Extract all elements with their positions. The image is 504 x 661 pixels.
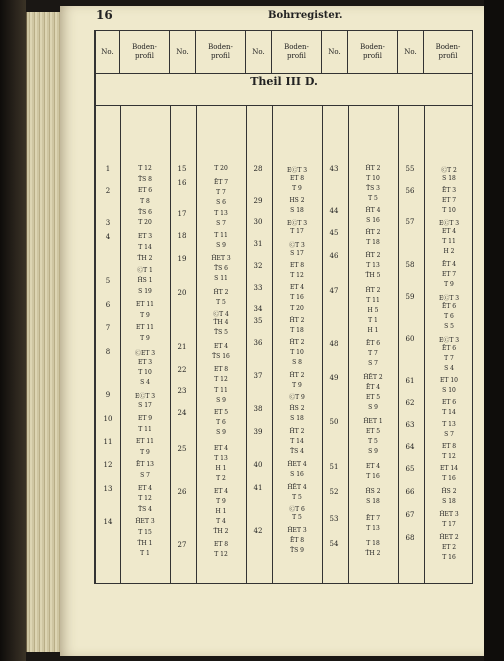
soil-profile-entry: T 17 [290, 228, 304, 235]
bore-number: 35 [253, 317, 263, 325]
soil-profile-entry: T̂S 4 [138, 506, 152, 513]
soil-profile-entry: T̂H 2 [365, 550, 381, 557]
soil-profile-entry: ĤS 2 [289, 405, 305, 412]
bore-number: 14 [103, 518, 113, 526]
soil-profile-entry: S 9 [216, 397, 226, 404]
soil-profile-entry: T 12 [138, 165, 152, 172]
soil-profile-entry: T̂S 3 [366, 185, 380, 192]
soil-profile-entry: ET 4 [213, 488, 229, 495]
soil-profile-entry: ET 5 [365, 394, 381, 401]
soil-profile-entry: S 8 [292, 359, 302, 366]
soil-profile-entry: T 16 [366, 473, 380, 480]
soil-profile-entry: S 9 [216, 429, 226, 436]
soil-profile-entry: T 20 [214, 165, 228, 172]
soil-profile-entry: T 10 [366, 175, 380, 182]
soil-profile-entry: S 17 [138, 402, 152, 409]
soil-profile-entry: ET 4 [365, 463, 381, 470]
bore-number: 44 [329, 207, 339, 215]
soil-profile-entry: S 17 [290, 250, 304, 257]
soil-profile-entry: T 16 [442, 554, 456, 561]
bore-number: 58 [405, 261, 415, 269]
soil-profile-entry: ĒT 3 [441, 187, 457, 194]
soil-profile-entry: S 4 [140, 379, 150, 386]
bore-number: 16 [177, 179, 187, 187]
soil-profile-entry: T̂H 2 [137, 255, 153, 262]
soil-profile-entry: T 15 [138, 529, 152, 536]
soil-profile-entry: ĒT 7 [213, 179, 229, 186]
soil-profile-entry: HS 2 [289, 197, 305, 204]
bore-number: 63 [405, 421, 415, 429]
bore-number: 34 [253, 305, 263, 313]
soil-profile-entry: T 12 [290, 272, 304, 279]
soil-profile-entry: ET 5 [365, 428, 381, 435]
soil-profile-entry: S 7 [216, 220, 226, 227]
soil-profile-entry: ET 5 [213, 409, 229, 416]
soil-profile-entry: T 12 [214, 376, 228, 383]
bore-number: 66 [405, 488, 415, 496]
soil-profile-entry: T̂S 4 [290, 448, 304, 455]
soil-profile-entry: ⒸT 6 [289, 506, 305, 513]
soil-profile-entry: ĤT 2 [289, 428, 305, 435]
soil-profile-entry: ET 11 [136, 301, 154, 308]
header-no-5: No. [398, 31, 424, 73]
header-profile-3: Boden- profil [272, 31, 322, 73]
soil-profile-entry: ĒT 8 [289, 537, 305, 544]
soil-profile-entry: ĤS 1 [137, 277, 153, 284]
soil-profile-entry: T 13 [366, 525, 380, 532]
soil-profile-entry: ET 8 [213, 366, 229, 373]
bore-number: 50 [329, 418, 339, 426]
soil-profile-entry: ĤET 4 [287, 461, 307, 468]
soil-profile-entry: T 12 [442, 453, 456, 460]
soil-profile-entry: ĤET 3 [135, 518, 155, 525]
header-profile-2: Boden- profil [196, 31, 246, 73]
bore-number: 64 [405, 443, 415, 451]
soil-profile-entry: ET 3 [137, 233, 153, 240]
soil-profile-entry: T̂S 5 [214, 329, 228, 336]
soil-profile-entry: T 4 [216, 518, 226, 525]
soil-profile-entry: ⒸT 9 [289, 394, 305, 401]
soil-profile-entry: T̂H 4 [213, 319, 229, 326]
soil-profile-entry: ⒸT 3 [289, 242, 305, 249]
bore-number: 15 [177, 165, 187, 173]
soil-profile-entry: T 1 [368, 317, 378, 324]
soil-profile-entry: S 18 [442, 175, 456, 182]
soil-profile-entry: T 9 [292, 382, 302, 389]
soil-profile-entry: EⒸT 3 [286, 167, 308, 174]
soil-profile-entry: ⒸT 2 [441, 167, 457, 174]
soil-profile-entry: T 5 [368, 438, 378, 445]
soil-profile-entry: ĤET 3 [439, 511, 459, 518]
soil-profile-entry: ĒT 6 [441, 303, 457, 310]
bore-number: 41 [253, 484, 263, 492]
bore-number: 55 [405, 165, 415, 173]
soil-profile-entry: T 5 [292, 494, 302, 501]
section-divider [96, 105, 472, 106]
soil-profile-entry: T 14 [442, 409, 456, 416]
soil-profile-entry: S 18 [366, 498, 380, 505]
soil-profile-entry: ĒT 6 [441, 345, 457, 352]
soil-profile-entry: T 9 [444, 281, 454, 288]
page-number: 16 [96, 8, 113, 22]
bore-number: 23 [177, 387, 187, 395]
bore-number: 8 [105, 348, 111, 356]
soil-profile-entry: S 18 [442, 498, 456, 505]
bore-number: 52 [329, 488, 339, 496]
soil-profile-entry: ĤET 1 [363, 418, 383, 425]
soil-profile-entry: ĤĒT 2 [363, 374, 383, 381]
bore-number: 42 [253, 527, 263, 535]
header-no-2: No. [170, 31, 196, 73]
bore-number: 60 [405, 335, 415, 343]
soil-profile-entry: ET 4 [289, 284, 305, 291]
bore-number: 43 [329, 165, 339, 173]
soil-profile-entry: ET 6 [441, 399, 457, 406]
bore-number: 32 [253, 262, 263, 270]
header-profile-4: Boden- profil [348, 31, 398, 73]
soil-profile-entry: T 9 [216, 498, 226, 505]
bore-number: 22 [177, 366, 187, 374]
soil-profile-entry: T 10 [290, 349, 304, 356]
soil-profile-entry: ĒT 7 [365, 515, 381, 522]
header-profile-5: Boden- profil [435, 43, 461, 60]
bore-number: 38 [253, 405, 263, 413]
bore-number: 17 [177, 210, 187, 218]
soil-profile-entry: T 5 [216, 299, 226, 306]
bore-number: 4 [105, 233, 111, 241]
soil-profile-entry: H 1 [215, 508, 227, 515]
bore-number: 27 [177, 541, 187, 549]
soil-profile-entry: S 16 [366, 217, 380, 224]
soil-profile-entry: S 18 [290, 207, 304, 214]
soil-profile-entry: ĒT 13 [136, 461, 154, 468]
soil-profile-entry: H 2 [443, 248, 455, 255]
soil-profile-entry: T 14 [138, 244, 152, 251]
soil-profile-entry: S 9 [216, 242, 226, 249]
bore-number: 7 [105, 324, 111, 332]
soil-profile-entry: T 6 [216, 419, 226, 426]
soil-profile-entry: T 18 [366, 239, 380, 246]
soil-profile-entry: T̂H 2 [213, 528, 229, 535]
bore-number: 26 [177, 488, 187, 496]
bore-number: 18 [177, 232, 187, 240]
bore-number: 67 [405, 511, 415, 519]
table-header [96, 31, 472, 74]
soil-profile-entry: H 5 [367, 307, 379, 314]
soil-profile-entry: T̂S 6 [214, 265, 228, 272]
soil-profile-entry: T 14 [290, 438, 304, 445]
soil-profile-entry: T 20 [138, 219, 152, 226]
running-title: Bohrregister. [268, 10, 343, 21]
soil-profile-entry: ET 3 [137, 359, 153, 366]
bore-number: 45 [329, 229, 339, 237]
soil-profile-entry: H 1 [367, 327, 379, 334]
bore-number: 40 [253, 461, 263, 469]
soil-profile-entry: T 17 [442, 521, 456, 528]
background-edge [484, 0, 504, 661]
soil-profile-entry: ET 8 [289, 262, 305, 269]
soil-profile-entry: T 1 [140, 550, 150, 557]
bore-number: 19 [177, 255, 187, 263]
soil-profile-entry: T 5 [292, 514, 302, 521]
bore-number: 39 [253, 428, 263, 436]
soil-profile-entry: EⒸT 3 [286, 220, 308, 227]
soil-profile-entry: S 7 [444, 431, 454, 438]
soil-profile-entry: T 5 [368, 195, 378, 202]
page-edges [26, 12, 63, 652]
soil-profile-entry: T 8 [140, 198, 150, 205]
soil-profile-entry: ET 14 [440, 465, 458, 472]
soil-profile-entry: ĒT 6 [365, 340, 381, 347]
soil-profile-entry: ET 4 [213, 445, 229, 452]
soil-profile-entry: T 10 [442, 207, 456, 214]
soil-profile-entry: S 11 [214, 275, 228, 282]
soil-profile-entry: ĤT 2 [365, 252, 381, 259]
soil-profile-entry: ⒸT 1 [137, 267, 153, 274]
soil-profile-entry: T̂H 1 [137, 540, 153, 547]
soil-profile-entry: T 6 [444, 313, 454, 320]
bore-number: 56 [405, 187, 415, 195]
header-no-4: No. [322, 31, 348, 73]
bore-number: 31 [253, 240, 263, 248]
bore-number: 57 [405, 218, 415, 226]
soil-profile-entry: ĤĒT 4 [287, 484, 307, 491]
bore-number: 54 [329, 540, 339, 548]
soil-profile-entry: T̂S 6 [138, 209, 152, 216]
soil-profile-entry: ĤET 2 [439, 534, 459, 541]
soil-profile-entry: T 11 [214, 387, 228, 394]
soil-profile-entry: ĤT 2 [289, 372, 305, 379]
bore-number: 36 [253, 339, 263, 347]
bore-number: 2 [105, 187, 111, 195]
soil-profile-entry: ET 10 [440, 377, 458, 384]
soil-profile-entry: T 13 [366, 262, 380, 269]
soil-profile-entry: S 10 [442, 387, 456, 394]
soil-profile-entry: T 9 [292, 185, 302, 192]
soil-profile-entry: EⒸT 3 [134, 393, 156, 400]
soil-profile-entry: T 11 [138, 426, 152, 433]
bore-number: 3 [105, 219, 111, 227]
soil-profile-entry: T 13 [214, 210, 228, 217]
soil-profile-entry: ĒT 4 [441, 261, 457, 268]
soil-profile-entry: ⒸET 3 [134, 350, 156, 357]
bore-number: 48 [329, 340, 339, 348]
soil-profile-entry: ET 7 [441, 197, 457, 204]
soil-profile-entry: S 5 [444, 323, 454, 330]
soil-profile-entry: ĤS 2 [441, 488, 457, 495]
soil-profile-entry: T̂S 8 [138, 176, 152, 183]
soil-profile-entry: T 13 [442, 421, 456, 428]
soil-profile-entry: T 18 [290, 327, 304, 334]
soil-profile-entry: EⒸT 3 [438, 337, 460, 344]
bore-number: 59 [405, 293, 415, 301]
bore-number: 12 [103, 461, 113, 469]
bore-number: 49 [329, 374, 339, 382]
bore-number: 68 [405, 534, 415, 542]
bore-number: 10 [103, 415, 113, 423]
bore-number: 9 [105, 391, 111, 399]
soil-profile-entry: ET 8 [441, 443, 457, 450]
soil-profile-entry: T 16 [442, 475, 456, 482]
soil-profile-entry: T 10 [138, 369, 152, 376]
bore-number: 33 [253, 284, 263, 292]
soil-profile-entry: T 18 [366, 540, 380, 547]
soil-profile-entry: S 18 [290, 415, 304, 422]
bore-number: 53 [329, 515, 339, 523]
soil-profile-entry: T 11 [214, 232, 228, 239]
soil-profile-entry: T 7 [216, 189, 226, 196]
header-no-1: No. [96, 31, 120, 73]
bore-number: 62 [405, 399, 415, 407]
soil-profile-entry: ET 8 [213, 541, 229, 548]
bore-number: 37 [253, 372, 263, 380]
soil-profile-entry: ĤT 2 [289, 339, 305, 346]
soil-profile-entry: ET 2 [441, 544, 457, 551]
soil-profile-entry: ET 6 [137, 187, 153, 194]
soil-profile-entry: ĤT 4 [365, 207, 381, 214]
soil-profile-entry: S 7 [368, 360, 378, 367]
soil-profile-entry: T 12 [214, 551, 228, 558]
bore-number: 13 [103, 485, 113, 493]
bore-number: 46 [329, 252, 339, 260]
bore-number: 1 [105, 165, 111, 173]
header-profile-1: Boden- profil [120, 31, 170, 73]
soil-profile-entry: S 6 [216, 199, 226, 206]
soil-profile-entry: T̂S 16 [212, 353, 230, 360]
soil-profile-entry: T 12 [138, 495, 152, 502]
soil-profile-entry: S 9 [368, 448, 378, 455]
soil-profile-entry: T 11 [442, 238, 456, 245]
soil-profile-entry: ET 4 [213, 343, 229, 350]
soil-profile-entry: T 7 [368, 350, 378, 357]
soil-profile-entry: T 9 [140, 312, 150, 319]
soil-profile-entry: T 2 [216, 475, 226, 482]
bore-number: 5 [105, 277, 111, 285]
soil-profile-entry: T 9 [140, 449, 150, 456]
soil-profile-entry: T 13 [214, 455, 228, 462]
soil-profile-entry: EⒸT 3 [438, 220, 460, 227]
soil-profile-entry: ĤT 2 [365, 229, 381, 236]
soil-profile-entry: EⒸT 3 [438, 295, 460, 302]
soil-profile-entry: ĤET 3 [211, 255, 231, 262]
soil-profile-entry: T 20 [290, 305, 304, 312]
section-title: Theil III D. [250, 75, 318, 88]
soil-profile-entry: S 16 [290, 471, 304, 478]
bore-number: 65 [405, 465, 415, 473]
bore-number: 61 [405, 377, 415, 385]
bore-register-table [94, 30, 473, 584]
soil-profile-entry: T 11 [366, 297, 380, 304]
bore-number: 20 [177, 289, 187, 297]
bore-number: 51 [329, 463, 339, 471]
soil-profile-entry: ⒸT 4 [213, 311, 229, 318]
soil-profile-entry: ET 4 [441, 228, 457, 235]
soil-profile-entry: S 4 [444, 365, 454, 372]
soil-profile-entry: ET 11 [136, 438, 154, 445]
bore-number: 28 [253, 165, 263, 173]
soil-profile-entry: ĤT 2 [289, 317, 305, 324]
soil-profile-entry: S 9 [368, 404, 378, 411]
bore-number: 29 [253, 197, 263, 205]
soil-profile-entry: ĤT 2 [365, 165, 381, 172]
soil-profile-entry: ET 7 [441, 271, 457, 278]
bore-number: 47 [329, 287, 339, 295]
soil-profile-entry: ĤT 2 [213, 289, 229, 296]
bore-number: 25 [177, 445, 187, 453]
soil-profile-entry: ET 8 [289, 175, 305, 182]
soil-profile-entry: T̂H 5 [365, 272, 381, 279]
soil-profile-entry: ET 4 [137, 485, 153, 492]
soil-profile-entry: ET 11 [136, 324, 154, 331]
soil-profile-entry: ĤS 2 [365, 488, 381, 495]
bore-number: 21 [177, 343, 187, 351]
bore-number: 6 [105, 301, 111, 309]
soil-profile-entry: ĤET 3 [287, 527, 307, 534]
soil-profile-entry: ET 9 [137, 415, 153, 422]
soil-profile-entry: T 7 [444, 355, 454, 362]
soil-profile-entry: T 9 [140, 335, 150, 342]
soil-profile-entry: T 16 [290, 294, 304, 301]
soil-profile-entry: ĤT 2 [365, 287, 381, 294]
bore-number: 30 [253, 218, 263, 226]
soil-profile-entry: H 1 [215, 465, 227, 472]
bore-number: 11 [103, 438, 113, 446]
soil-profile-entry: T̂S 9 [290, 547, 304, 554]
header-no-3: No. [246, 31, 272, 73]
soil-profile-entry: ĒT 4 [365, 384, 381, 391]
soil-profile-entry: S 19 [138, 288, 152, 295]
soil-profile-entry: S 7 [140, 472, 150, 479]
book-spine [0, 0, 26, 661]
bore-number: 24 [177, 409, 187, 417]
